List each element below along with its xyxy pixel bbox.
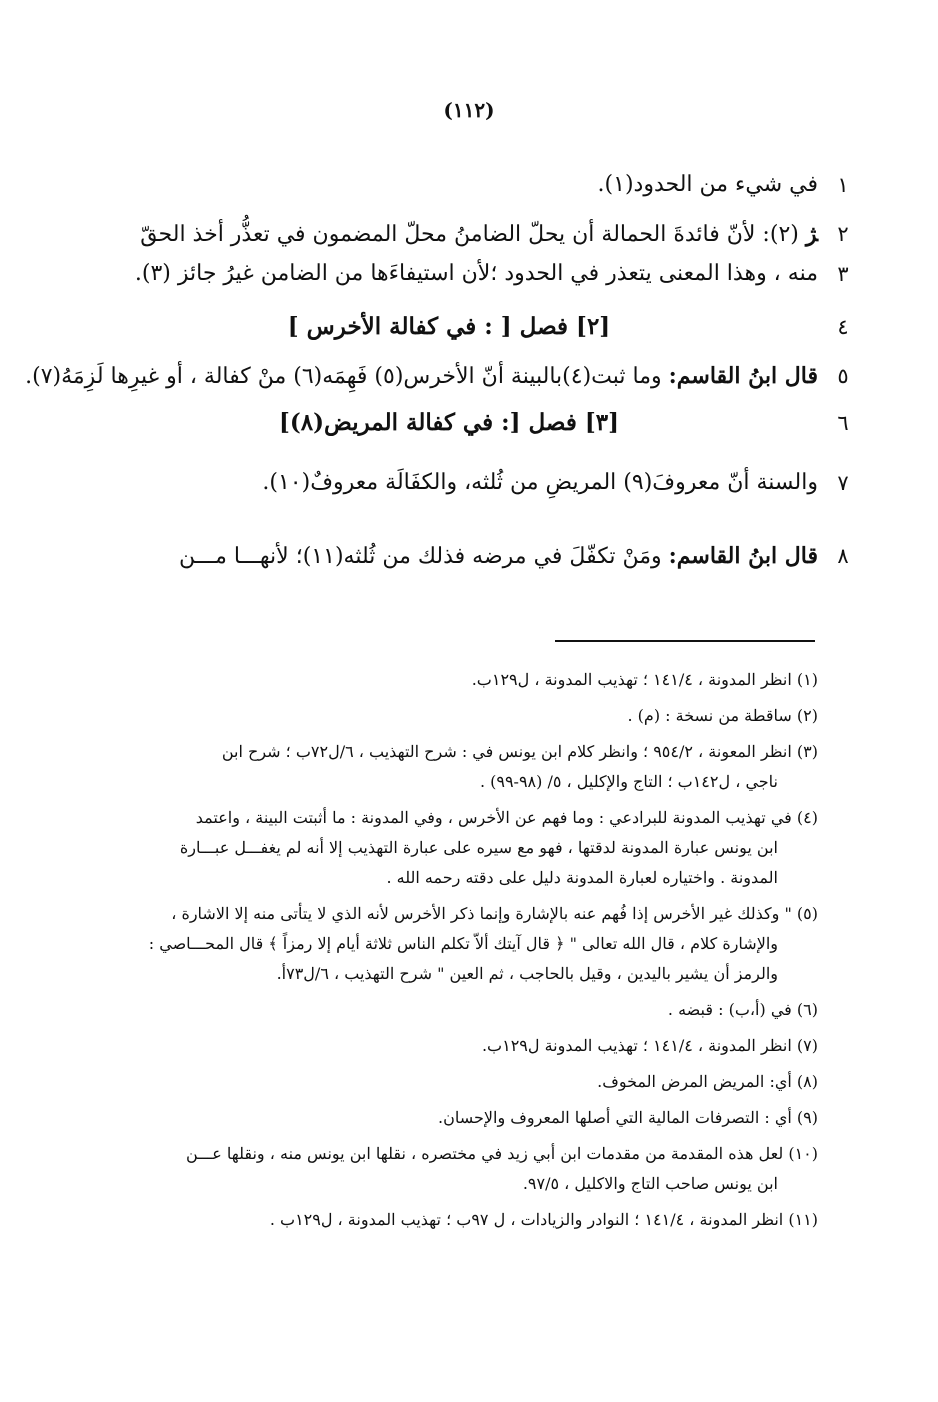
speaker-label: قال ابنُ القاسم: — [668, 543, 818, 569]
page-number: (١١٢) — [443, 98, 495, 122]
footnote-10: (١٠) لعل هذه المقدمة من مقدمات ابن أبي زيد في مختصره ، نقلها ابن يونس منه ، ونقلها عـــن ابن يونس صاحب التاج والاكليل ، ٩٧/٥. — [185, 1144, 818, 1193]
line-text: قال ابنُ القاسم: ومَنْ تكفّلَ في مرضه فذلك من ثُلثه(١١)؛ لأنهـــا مـــن — [179, 543, 818, 569]
line-number: ٨ — [837, 544, 849, 568]
footnote-4: (٤) في تهذيب المدونة للبرادعي : وما فهم عن الأخرس ، وفي المدونة : ما أثبتت البينة ، واعتمد ابن يونس عبارة المدونة لدقتها ، فهو مع سيره على عبارة التهذيب إلا أنه لم يغفـــل عبـــارة المدونة . واختياره لعبارة المدونة دليل على دقته رحمه الله . — [179, 808, 818, 887]
speaker-label: قال ابنُ القاسم: — [668, 363, 818, 389]
line-text: والسنة أنّ معروفَ(٩) المريضِ من ثُلثه، والكفَالَة معروفٌ(١٠). — [262, 470, 818, 495]
footnote-1: (١) انظر المدونة ، ١٤١/٤ ؛ تهذيب المدونة ، ل١٢٩ب. — [471, 670, 818, 689]
footnote-11: (١١) انظر المدونة ، ١٤١/٤ ؛ النوادر والزيادات ، ل ٩٧ب ؛ تهذيب المدونة ، ل١٢٩ب . — [269, 1210, 818, 1229]
footnote-divider — [555, 640, 815, 642]
line-number: ٤ — [837, 315, 849, 339]
line-number: ٧ — [837, 471, 849, 495]
line-text: في شيء من الحدود(١). — [597, 172, 818, 197]
text-line-5 — [25, 356, 938, 400]
text-line-6 — [80, 403, 938, 447]
text-line-1 — [80, 165, 938, 209]
text-line-2 — [80, 214, 938, 258]
footnote-5: (٥) " وكذلك غير الأخرس إذا فُهم عنه بالإشارة وإنما ذكر الأخرس لأنه الذي لا يتأتى منه إلا الاشارة ، والإشارة كلام ، قال الله تعالى " ﴿ قال آيتك ألاّ تكلم الناس ثلاثة أيام إلا رمزاً ﴾ قال المحـــاصي : والرمز أن يشير باليدين ، وقيل بالحاجب ، ثم العين " شرح التهذيب ، ٦/ل٧٣أ. — [148, 904, 818, 983]
footnote-2: (٢) ساقطة من نسخة : (م) . — [627, 706, 818, 725]
line-text: ﮋ (٢): لأنّ فائدةَ الحمالة أن يحلّ الضامنُ محلّ المضمون في تعذُّر أخذ الحقّ — [140, 221, 818, 247]
sign-glyph: ﮋ — [805, 221, 818, 247]
footnote-9: (٩) أي : التصرفات المالية التي أصلها المعروف والإحسان. — [438, 1108, 818, 1127]
footnote-7: (٧) انظر المدونة ، ١٤١/٤ ؛ تهذيب المدونة ل١٢٩ب. — [481, 1036, 818, 1055]
text-line-7 — [80, 463, 938, 507]
line-text: قال ابنُ القاسم: وما ثبت(٤)بالبينة أنّ الأخرس(٥) فَهِمَه(٦) منْ كفالة ، أو غيرِها لَزِمَهُ(٧). — [25, 363, 818, 389]
footnote-3: (٣) انظر المعونة ، ٩٥٤/٢ ؛ وانظر كلام ابن يونس في : شرح التهذيب ، ٦/ل٧٢ب ؛ شرح ابن ناجي ، ل١٤٢ب ؛ التاج والإكليل ، ٥/ (٩٨-٩٩) . — [221, 742, 818, 791]
section-heading: [٣] فصل [: في كفالة المريض(٨)] — [279, 409, 619, 436]
footnote-6: (٦) في (أ،ب) : قبضه . — [667, 1000, 818, 1019]
text-line-4 — [80, 307, 938, 351]
line-number: ١ — [837, 173, 849, 197]
text-line-3 — [80, 254, 938, 298]
footnotes — [83, 665, 818, 1241]
line-number: ٦ — [837, 411, 849, 435]
text-line-8 — [80, 536, 938, 580]
section-heading: [٢] فصل [ : في كفالة الأخرس ] — [287, 313, 611, 340]
line-number: ٥ — [837, 364, 849, 388]
line-number: ٢ — [837, 222, 849, 246]
line-number: ٣ — [837, 262, 849, 286]
line-text: منه ، وهذا المعنى يتعذر في الحدود ؛لأن استيفاءَها من الضامن غيرُ جائز (٣). — [134, 261, 818, 286]
footnote-8: (٨) أي: المريض المرض المخوف. — [597, 1072, 818, 1091]
